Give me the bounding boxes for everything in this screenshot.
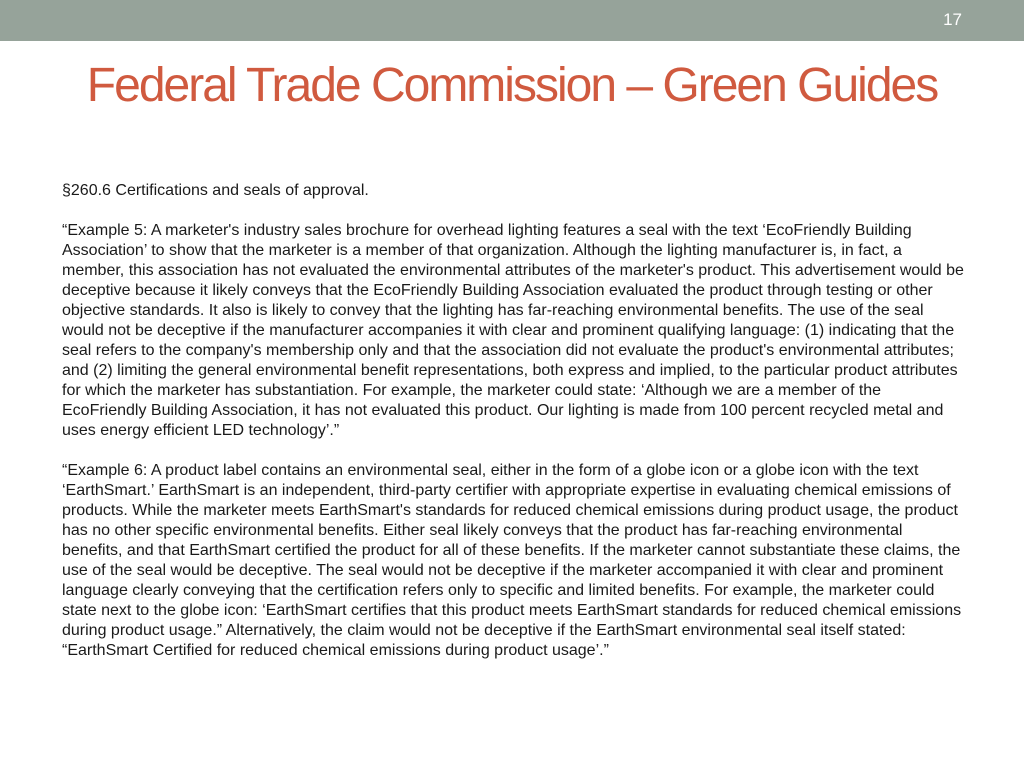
example-5-paragraph: “Example 5: A marketer's industry sales brochure for overhead lighting features a seal with the text ‘EcoFriendly Building Association’ to show that the marketer is a member of that organization. Although the lighting manufacturer is, in fact, a member, this association has not evaluated the environmental attributes of the marketer's product. This advertisement would be deceptive because it likely conveys that the EcoFriendly Building Association evaluated the product through testing or other objective standards. It also is likely to convey that the lighting has far-reaching environmental benefits. The use of the seal would not be deceptive if the manufacturer accompanies it with clear and prominent qualifying language: (1) indicating that the seal refers to the company's membership only and that the association did not evaluate the product's environmental attributes; and (2) limiting the general environmental benefit representations, both express and implied, to the particular product attributes for which the marketer has substantiation. For example, the marketer could state: ‘Although we are a member of the EcoFriendly Building Association, it has not evaluated this product. Our lighting is made from 100 percent recycled metal and uses energy efficient LED technology’.” [62, 222, 964, 439]
slide-number: 17 [943, 10, 962, 29]
slide-header-bar [0, 0, 1024, 41]
slide-title: Federal Trade Commission – Green Guides [86, 59, 938, 112]
section-heading: §260.6 Certifications and seals of approval. [62, 182, 369, 199]
slide-body [62, 181, 966, 681]
example-6-paragraph: “Example 6: A product label contains an environmental seal, either in the form of a globe icon or a globe icon with the text ‘EarthSmart.’ EarthSmart is an independent, third-party certifier with appropriate expertise in evaluating chemical emissions of products. While the marketer meets EarthSmart's standards for reduced chemical emissions during product usage, the product has no other specific environmental benefits. Either seal likely conveys that the product has far-reaching environmental benefits, and that EarthSmart certified the product for all of these benefits. If the marketer cannot substantiate these claims, the use of the seal would be deceptive. The seal would not be deceptive if the marketer accompanied it with clear and prominent language clearly conveying that the certification refers only to specific and limited benefits. For example, the marketer could state next to the globe icon: ‘EarthSmart certifies that this product meets EarthSmart standards for reduced chemical emissions during product usage.” Alternatively, the claim would not be deceptive if the EarthSmart environmental seal itself stated: “EarthSmart Certified for reduced chemical emissions during product usage’.” [62, 462, 962, 659]
